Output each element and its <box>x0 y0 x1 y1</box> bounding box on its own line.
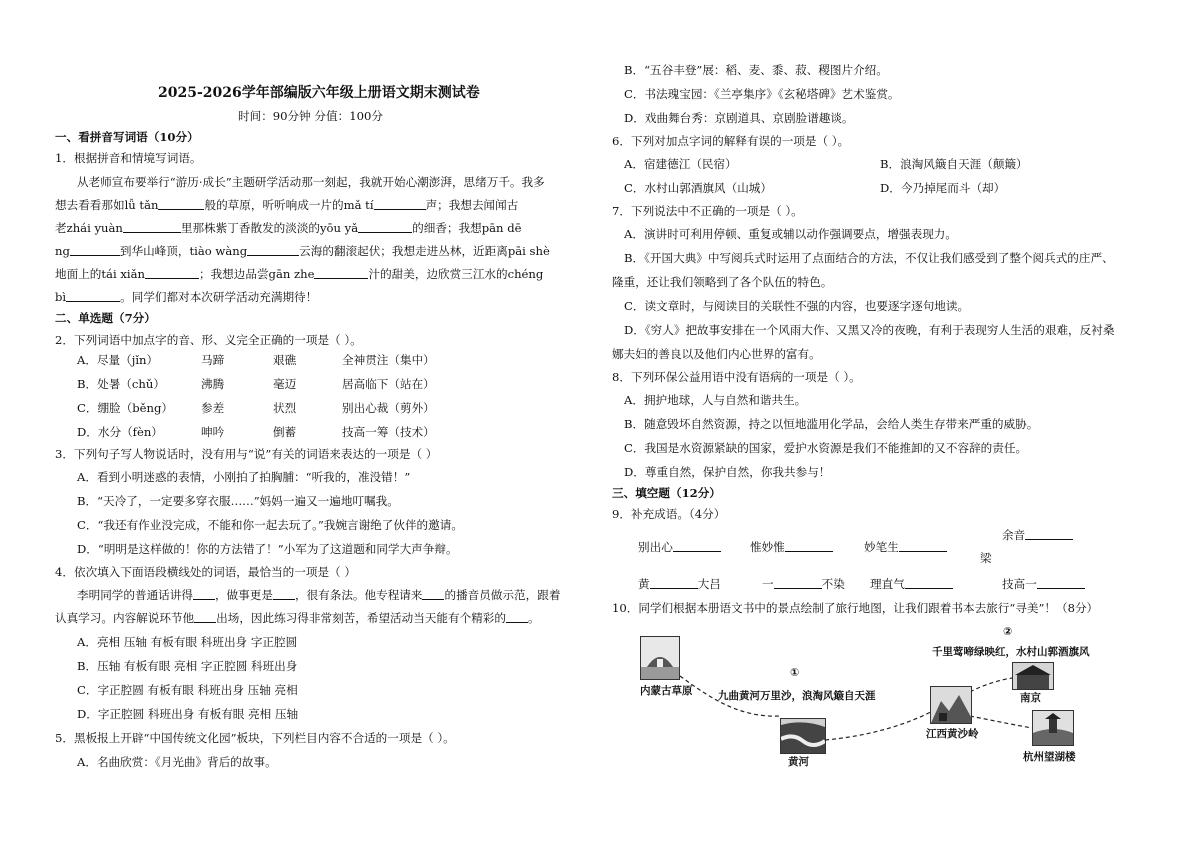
q1-line: 地面上的tái xiǎn ；我想边品尝gān zhe 汁的甜美，边欣赏三江水的chéng <box>55 267 544 281</box>
q7-option[interactable]: D．《穷人》把故事安排在一个风雨大作、又黑又冷的夜晚，有利于表现穷人生活的艰难，反衬桑 <box>624 323 1115 337</box>
answer-blank[interactable] <box>1025 528 1073 540</box>
place-label-hangzhou: 杭州望湖楼 <box>1023 751 1076 763</box>
answer-blank[interactable] <box>66 290 120 302</box>
q4-passage: 李明同学的普通话讲得 ，做事更是 ，很有条法。他专程请来 的播音员做示范，跟着 <box>77 588 561 602</box>
answer-blank[interactable] <box>374 198 426 210</box>
yellow-river-picture <box>780 718 826 754</box>
answer-blank[interactable] <box>774 577 822 589</box>
answer-blank[interactable] <box>650 577 698 589</box>
grassland-yurt-picture <box>640 636 680 680</box>
idiom-item: 别出心 <box>638 540 721 554</box>
section-3-heading: 三、填空题（12分） <box>612 486 721 500</box>
answer-blank[interactable] <box>785 540 833 552</box>
answer-blank[interactable] <box>247 244 299 256</box>
idiom-item: 黄 大吕 <box>638 577 721 591</box>
q5-option[interactable]: A．名曲欣赏：《月光曲》背后的故事。 <box>77 755 277 769</box>
q3-option[interactable]: C．“我还有作业没完成，不能和你一起去玩了。”我婉言谢绝了伙伴的邀请。 <box>77 518 463 532</box>
answer-blank[interactable] <box>193 588 215 600</box>
idiom-item: 技高一 <box>1002 577 1085 591</box>
hangzhou-picture <box>1032 710 1074 746</box>
answer-blank[interactable] <box>905 577 953 589</box>
marker-2: ② <box>1003 625 1013 638</box>
travel-map <box>640 625 1170 770</box>
q6-option[interactable]: A．宿建德江（民宿） <box>624 157 737 171</box>
place-label-neimenggu: 内蒙古草原 <box>640 685 693 697</box>
idiom-item: 理直气 <box>870 577 953 591</box>
q8-option[interactable]: C．我国是水资源紧缺的国家，爱护水资源是我们不能推卸的又不容辞的责任。 <box>624 441 1028 455</box>
q3-option[interactable]: A．看到小明迷惑的表情，小刚拍了拍胸脯：“听我的，准没错！” <box>77 470 411 484</box>
marker-1: ① <box>790 666 800 679</box>
place-label-nanjing: 南京 <box>1020 692 1041 704</box>
q1-line: ng 到华山峰顶，tiào wàng 云海的翻滚起伏；我想走进丛林，近距离pāi shè <box>55 244 550 258</box>
jiangxi-picture <box>930 686 972 724</box>
idiom-item: 惟妙惟 <box>750 540 833 554</box>
answer-blank[interactable] <box>358 221 412 233</box>
q6-stem: 6．下列对加点字词的解释有误的一项是（ ）。 <box>612 134 850 148</box>
answer-blank[interactable] <box>70 244 120 256</box>
q1-line: 从老师宣布要举行“游历·成长”主题研学活动那一刻起，我就开始心潮澎湃，思绪万千。我多 <box>77 175 545 189</box>
q7-option-cont: 娜夫妇的善良以及他们内心世界的富有。 <box>612 347 821 361</box>
q6-option[interactable]: B．浪淘风簸自天涯（颠簸） <box>880 157 1028 171</box>
answer-blank[interactable] <box>145 267 199 279</box>
q6-option[interactable]: C．水村山郭酒旗风（山城） <box>624 181 772 195</box>
q5-option[interactable]: C．书法瑰宝园：《兰亭集序》《玄秘塔碑》艺术鉴赏。 <box>624 87 900 101</box>
q8-option[interactable]: B．随意毁坏自然资源，持之以恒地滥用化学品，会给人类生存带来严重的威胁。 <box>624 417 1039 431</box>
exam-subtitle: 时间：90分钟 分值：100分 <box>238 109 383 123</box>
idiom-item: 妙笔生 <box>864 540 947 554</box>
q4-passage: 认真学习。内容解说环节他 出场，因此练习得非常刻苦，希望活动当天能有个精彩的 。 <box>55 611 540 625</box>
section-1-heading: 一、看拼音写词语（10分） <box>55 130 199 144</box>
answer-blank[interactable] <box>506 611 528 623</box>
q3-option[interactable]: D．“明明是这样做的！你的方法错了！”小军为了这道题和同学大声争辩。 <box>77 542 458 556</box>
poem-2-label: 千里莺啼绿映红，水村山郭酒旗风 <box>932 646 1090 658</box>
answer-blank[interactable] <box>673 540 721 552</box>
q7-option[interactable]: A．演讲时可利用停顿、重复或辅以动作强调要点，增强表现力。 <box>624 227 957 241</box>
q3-option[interactable]: B．“天冷了，一定要多穿衣服……”妈妈一遍又一遍地叮嘱我。 <box>77 494 399 508</box>
nanjing-picture <box>1012 662 1054 690</box>
q4-option[interactable]: C．字正腔圆 有板有眼 科班出身 压轴 亮相 <box>77 683 298 697</box>
q4-option[interactable]: D．字正腔圆 科班出身 有板有眼 亮相 压轴 <box>77 707 299 721</box>
q7-option[interactable]: B．《开国大典》中写阅兵式时运用了点面结合的方法，不仅让我们感受到了整个阅兵式的庄严、 <box>624 251 1114 265</box>
answer-blank[interactable] <box>273 588 295 600</box>
q7-option[interactable]: C．读文章时，与阅读目的关联性不强的内容，也要逐字逐句地读。 <box>624 299 970 313</box>
poem-1-label: 九曲黄河万里沙，浪淘风簸自天涯 <box>718 690 876 702</box>
answer-blank[interactable] <box>158 198 204 210</box>
q1-line: bì 。同学们都对本次研学活动充满期待！ <box>55 290 318 304</box>
q8-option[interactable]: D．尊重自然，保护自然，你我共参与！ <box>624 465 831 479</box>
answer-blank[interactable] <box>1037 577 1085 589</box>
q10-stem: 10．同学们根据本册语文书中的景点绘制了旅行地图，让我们跟着书本去旅行“寻美”！（8分） <box>612 601 1099 615</box>
answer-blank[interactable] <box>314 267 368 279</box>
q3-stem: 3．下列句子写人物说话时，没有用与“说”有关的词语来表达的一项是（ ） <box>55 447 438 461</box>
q4-stem: 4．依次填入下面语段横线处的词语，最恰当的一项是（ ） <box>55 565 356 579</box>
q5-option[interactable]: D．戏曲舞台秀：京剧道具、京剧脸谱趣谈。 <box>624 111 854 125</box>
exam-title: 2025-2026学年部编版六年级上册语文期末测试卷 <box>158 85 480 101</box>
answer-blank[interactable] <box>194 611 216 623</box>
exam-page: 2025-2026学年部编版六年级上册语文期末测试卷 时间：90分钟 分值：100分 一、看拼音写词语（10分） 1．根据拼音和情境写词语。 从老师宣布要举行“游历·成长”主题研学活动那一刻起，我就开始心潮澎湃，思绪万千。我多 想去看看那如lǚ tǎn 般的草原，听听响成一片的mǎ tí 声；我想去闻闻古 老zhái yuàn 里那株紫丁香散发的淡淡的yōu yǎ 的细香；我想pān dē ng 到华山峰顶，tiào wàng 云海的翻滚起伏；我想走进丛林，近距离pāi shè 地面上的tái xiǎn ；我想边品尝gān zhe 汁的甜美，边欣赏三江水的chéng bì 。同学们都对本次研学活动充满期待！ 二、单选题（7分） 2．下列词语中加点字的音、形、义完全正确的一项是（ ）。 A．尽量（jǐn） 马蹄 艰礁 全神贯注（集中） B．处暑（chǔ） 沸腾 毫迈 居高临下（站在） C．绷脸（běng） 参差 状烈 别出心裁（剪外） D．水分（fèn） 呻吟 倒蓄 技高一筹（技术） 3．下列句子写人物说话时，没有用与“说”有关的词语来表达的一项是（ ） A．看到小明迷惑的表情，小刚拍了拍胸脯：“听我的，准没错！” B．“天冷了，一定要多穿衣服……”妈妈一遍又一遍地叮嘱我。 C．“我还有作业没完成，不能和你一起去玩了。”我婉言谢绝了伙伴的邀请。 D．“明明是这样做的！你的方法错了！”小军为了这道题和同学大声争辩。 4．依次填入下面语段横线处的词语，最恰当的一项是（ ） 李明同学的普通话讲得 ，做事更是 ，很有条法。他专程请来 的播音员做示范，跟着 认真学习。内容解说环节他 出场，因此练习得非常刻苦，希望活动当天能有个精彩的 。 A．亮相 压轴 有板有眼 科班出身 字正腔圆 B．压轴 有板有眼 亮相 字正腔圆 科班出身 C．字正腔圆 有板有眼 科班出身 压轴 亮相 D．字正腔圆 科班出身 有板有眼 亮相 压轴 5．黑板报上开辟“中国传统文化园”板块，下列栏目内容不合适的一项是（ ）。 A．名曲欣赏：《月光曲》背后的故事。 B．“五谷丰登”展：稻、麦、黍、菽、稷图片介绍。 C．书法瑰宝园：《兰亭集序》《玄秘塔碑》艺术鉴赏。 D．戏曲舞台秀：京剧道具、京剧脸谱趣谈。 6．下列对加点字词的解释有误的一项是（ ）。 A．宿建德江（民宿） B．浪淘风簸自天涯（颠簸） C．水村山郭酒旗风（山城） D．今乃掉尾而斗（却） 7．下列说法中不正确的一项是（ ）。 A．演讲时可利用停顿、重复或辅以动作强调要点，增强表现力。 B．《开国大典》中写阅兵式时运用了点面结合的方法，不仅让我们感受到了整个阅兵式的庄严、 隆重，还让我们领略到了各个队伍的特色。 C．读文章时，与阅读目的关联性不强的内容，也要逐字逐句地读。 D．《穷人》把故事安排在一个风雨大作、又黑又冷的夜晚，有利于表现穷人生活的艰难，反衬桑 娜夫妇的善良以及他们内心世界的富有。 8．下列环保公益用语中没有语病的一项是（ ）。 A．拥护地球，人与自然和谐共生。 B．随意毁坏自然资源，持之以恒地滥用化学品，会给人类生存带来严重的威胁。 C．我国是水资源紧缺的国家，爱护水资源是我们不能推卸的又不容辞的责任。 D．尊重自然，保护自然，你我共参与！ 三、填空题（12分） 9．补充成语。（4分） 别出心 惟妙惟 妙笔生 余音 梁 黄 大吕 一 不染 理直气 技高一 10．同学们根据本册语文书中的景点绘制了旅行地图，让我们跟着书本去旅行“寻美”！（8分） 内蒙古草原 ① 九曲黄河万里沙，浪淘风簸自天涯 黄河 江西黄沙岭 ② 千里莺啼绿映红，水村山郭酒旗风 南京 杭州望湖楼 <box>0 0 1200 849</box>
idiom-item: 一 不染 <box>762 577 845 591</box>
place-label-jiangxi: 江西黄沙岭 <box>926 728 979 740</box>
q1-line: 老zhái yuàn 里那株紫丁香散发的淡淡的yōu yǎ 的细香；我想pān dē <box>55 221 522 235</box>
q1-stem: 1．根据拼音和情境写词语。 <box>55 151 202 165</box>
q4-option[interactable]: B．压轴 有板有眼 亮相 字正腔圆 科班出身 <box>77 659 298 673</box>
q4-option[interactable]: A．亮相 压轴 有板有眼 科班出身 字正腔圆 <box>77 635 298 649</box>
idiom-item: 余音 <box>1002 528 1073 542</box>
q9-stem: 9．补充成语。（4分） <box>612 507 726 521</box>
q6-option[interactable]: D．今乃掉尾而斗（却） <box>880 181 1006 195</box>
answer-blank[interactable] <box>123 221 181 233</box>
q2-stem: 2．下列词语中加点字的音、形、义完全正确的一项是（ ）。 <box>55 333 362 347</box>
q8-option[interactable]: A．拥护地球，人与自然和谐共生。 <box>624 393 807 407</box>
idiom-item-tail: 梁 <box>980 551 992 565</box>
q5-option[interactable]: B．“五谷丰登”展：稻、麦、黍、菽、稷图片介绍。 <box>624 63 888 77</box>
place-label-huanghe: 黄河 <box>788 756 809 768</box>
section-2-heading: 二、单选题（7分） <box>55 311 156 325</box>
answer-blank[interactable] <box>899 540 947 552</box>
answer-blank[interactable] <box>422 588 444 600</box>
q8-stem: 8．下列环保公益用语中没有语病的一项是（ ）。 <box>612 370 861 384</box>
q7-option-cont: 隆重，还让我们领略到了各个队伍的特色。 <box>612 275 833 289</box>
q5-stem: 5．黑板报上开辟“中国传统文化园”板块，下列栏目内容不合适的一项是（ ）。 <box>55 731 455 745</box>
q1-line: 想去看看那如lǚ tǎn 般的草原，听听响成一片的mǎ tí 声；我想去闻闻古 <box>55 198 519 212</box>
q7-stem: 7．下列说法中不正确的一项是（ ）。 <box>612 204 803 218</box>
